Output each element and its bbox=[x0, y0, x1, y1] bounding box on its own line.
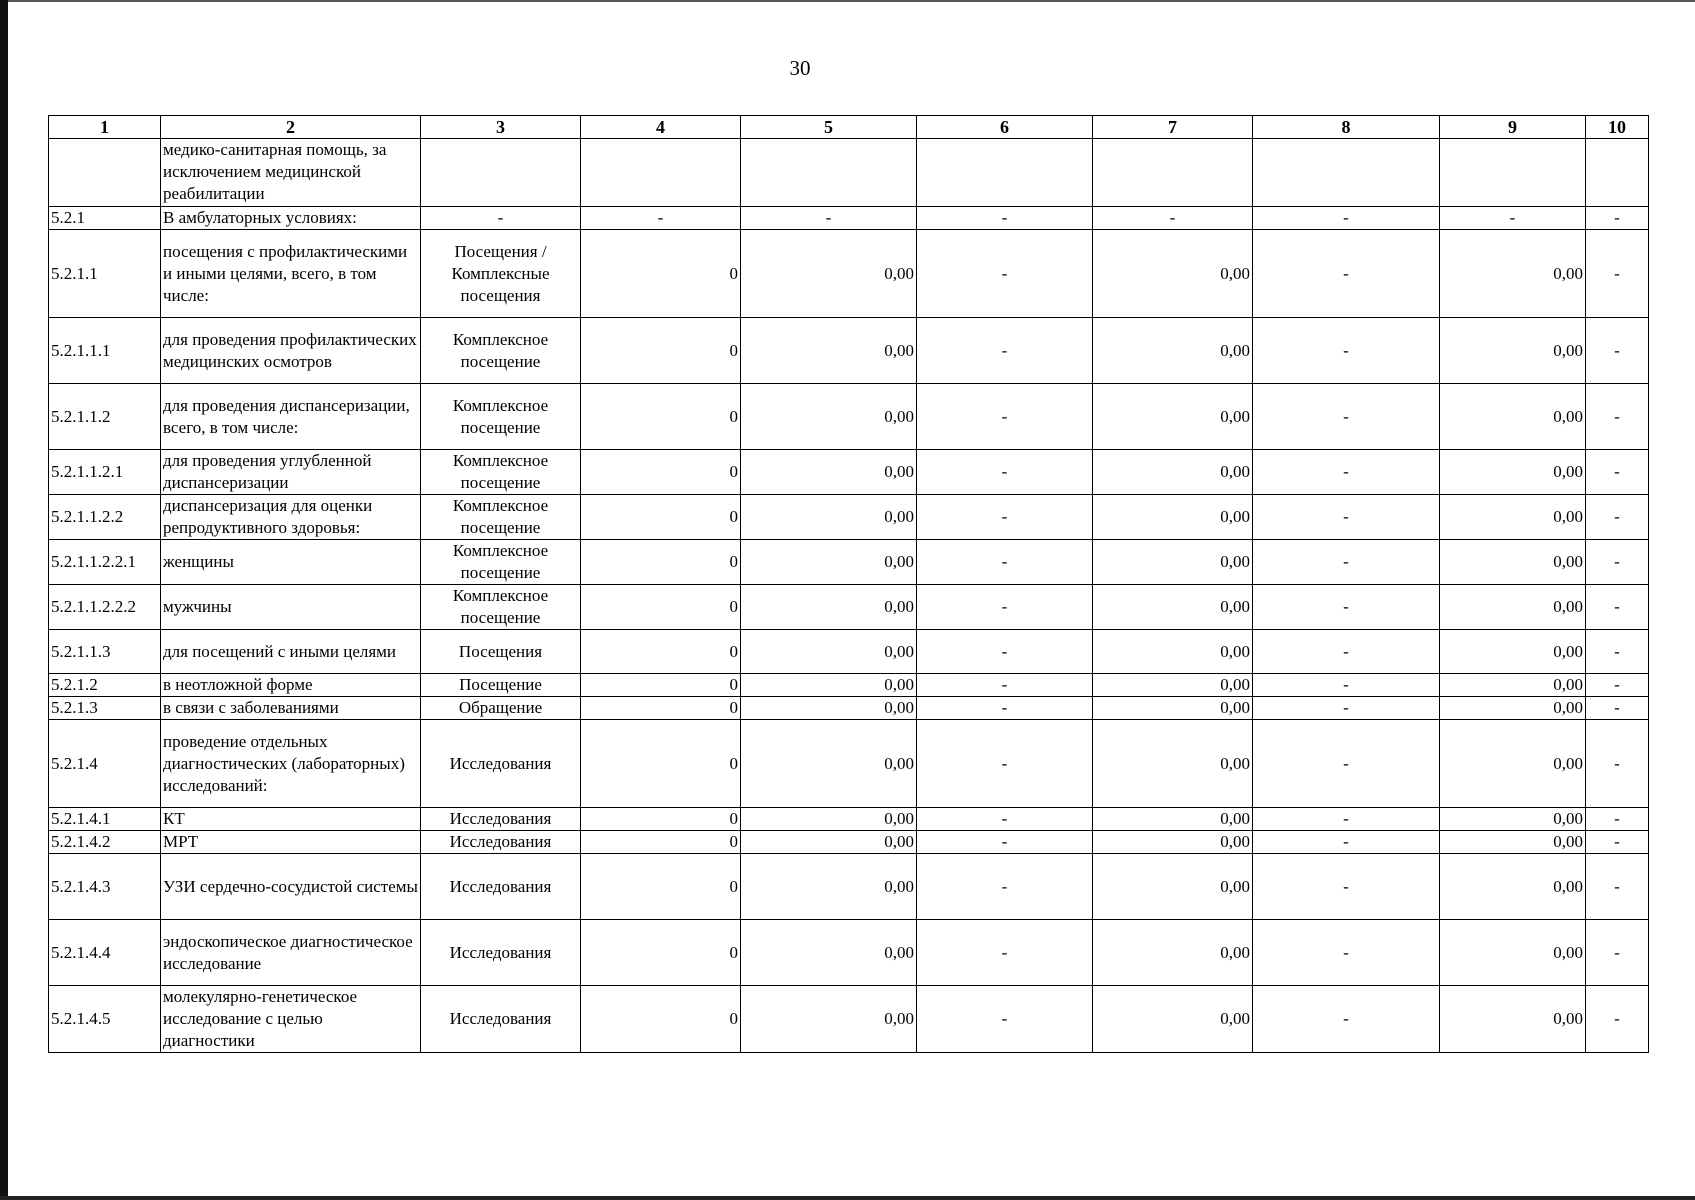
cell-name: для проведения профилактических медицинских осмотров bbox=[161, 318, 421, 384]
cell-value: 0,00 bbox=[1440, 674, 1586, 697]
cell-value: - bbox=[1586, 986, 1649, 1053]
cell-value: 0,00 bbox=[741, 720, 917, 808]
cell-unit: - bbox=[421, 207, 581, 230]
cell-value bbox=[741, 139, 917, 207]
cell-code: 5.2.1.1.2.2.2 bbox=[49, 585, 161, 630]
cell-value: 0,00 bbox=[1093, 318, 1253, 384]
cell-value: 0,00 bbox=[1440, 831, 1586, 854]
cell-value bbox=[917, 139, 1093, 207]
table-row bbox=[49, 920, 1649, 986]
cell-value: 0 bbox=[581, 720, 741, 808]
column-header: 1 bbox=[49, 116, 161, 139]
cell-value: 0,00 bbox=[1093, 630, 1253, 674]
cell-name: мужчины bbox=[161, 585, 421, 630]
cell-value: - bbox=[741, 207, 917, 230]
cell-unit: Исследования bbox=[421, 920, 581, 986]
cell-unit: Комплексное посещение bbox=[421, 318, 581, 384]
cell-value: 0,00 bbox=[1093, 585, 1253, 630]
cell-value: - bbox=[917, 495, 1093, 540]
cell-value: - bbox=[1093, 207, 1253, 230]
column-header: 6 bbox=[917, 116, 1093, 139]
cell-value: 0,00 bbox=[741, 230, 917, 318]
cell-value: - bbox=[1586, 230, 1649, 318]
cell-value: - bbox=[1253, 986, 1440, 1053]
cell-value: 0,00 bbox=[1093, 674, 1253, 697]
cell-value bbox=[1586, 139, 1649, 207]
cell-value: 0 bbox=[581, 384, 741, 450]
scan-edge-left bbox=[0, 0, 8, 1200]
cell-name: для посещений с иными целями bbox=[161, 630, 421, 674]
cell-value: 0,00 bbox=[1093, 384, 1253, 450]
column-header: 9 bbox=[1440, 116, 1586, 139]
column-header: 5 bbox=[741, 116, 917, 139]
table-row bbox=[49, 720, 1649, 808]
cell-value: - bbox=[917, 808, 1093, 831]
cell-name: для проведения диспансеризации, всего, в том числе: bbox=[161, 384, 421, 450]
cell-value: 0,00 bbox=[741, 630, 917, 674]
cell-value: 0,00 bbox=[1093, 697, 1253, 720]
cell-name: УЗИ сердечно-сосудистой системы bbox=[161, 854, 421, 920]
cell-value: 0,00 bbox=[1093, 540, 1253, 585]
cell-value: - bbox=[1586, 697, 1649, 720]
cell-value: - bbox=[1253, 674, 1440, 697]
cell-name: посещения с профилактическими и иными целями, всего, в том числе: bbox=[161, 230, 421, 318]
table-row bbox=[49, 808, 1649, 831]
cell-value: 0,00 bbox=[1440, 384, 1586, 450]
cell-value: 0 bbox=[581, 920, 741, 986]
cell-value: 0,00 bbox=[741, 495, 917, 540]
table-row bbox=[49, 450, 1649, 495]
cell-value: - bbox=[1253, 920, 1440, 986]
cell-value: - bbox=[1440, 207, 1586, 230]
cell-value: - bbox=[1253, 318, 1440, 384]
cell-value: 0,00 bbox=[1440, 230, 1586, 318]
cell-code: 5.2.1.4.4 bbox=[49, 920, 161, 986]
cell-value: - bbox=[917, 207, 1093, 230]
cell-value: - bbox=[1586, 854, 1649, 920]
header-row bbox=[49, 116, 1649, 139]
table-row bbox=[49, 585, 1649, 630]
column-header: 2 bbox=[161, 116, 421, 139]
cell-value: 0 bbox=[581, 854, 741, 920]
cell-value: 0,00 bbox=[1093, 230, 1253, 318]
cell-name: диспансеризация для оценки репродуктивного здоровья: bbox=[161, 495, 421, 540]
cell-unit: Комплексное посещение bbox=[421, 450, 581, 495]
scan-edge-top bbox=[0, 0, 1695, 2]
scan-edge-bottom bbox=[0, 1196, 1695, 1200]
cell-unit: Исследования bbox=[421, 808, 581, 831]
cell-value: 0 bbox=[581, 831, 741, 854]
cell-value: - bbox=[917, 630, 1093, 674]
page-number: 30 bbox=[789, 56, 811, 80]
cell-value: 0,00 bbox=[741, 831, 917, 854]
cell-value: - bbox=[917, 697, 1093, 720]
cell-unit: Посещения / Комплексные посещения bbox=[421, 230, 581, 318]
table-row bbox=[49, 697, 1649, 720]
cell-value: - bbox=[1586, 207, 1649, 230]
cell-value: 0 bbox=[581, 450, 741, 495]
cell-value: - bbox=[917, 674, 1093, 697]
cell-value: - bbox=[917, 585, 1093, 630]
cell-value: 0,00 bbox=[1440, 585, 1586, 630]
cell-value: 0,00 bbox=[741, 920, 917, 986]
table-row bbox=[49, 854, 1649, 920]
cell-unit: Комплексное посещение bbox=[421, 585, 581, 630]
cell-value: - bbox=[1253, 697, 1440, 720]
cell-value: 0,00 bbox=[1440, 854, 1586, 920]
cell-value: 0,00 bbox=[1093, 831, 1253, 854]
cell-value: 0,00 bbox=[1093, 854, 1253, 920]
cell-unit: Комплексное посещение bbox=[421, 384, 581, 450]
column-header: 7 bbox=[1093, 116, 1253, 139]
cell-value: - bbox=[917, 986, 1093, 1053]
column-header: 3 bbox=[421, 116, 581, 139]
cell-unit: Посещения bbox=[421, 630, 581, 674]
cell-value: 0 bbox=[581, 585, 741, 630]
cell-value: 0,00 bbox=[1440, 720, 1586, 808]
cell-unit: Посещение bbox=[421, 674, 581, 697]
cell-value: 0,00 bbox=[1093, 986, 1253, 1053]
cell-code: 5.2.1.1.2.2 bbox=[49, 495, 161, 540]
cell-value: 0 bbox=[581, 495, 741, 540]
cell-value: - bbox=[1253, 585, 1440, 630]
cell-value: 0,00 bbox=[741, 384, 917, 450]
cell-value: 0,00 bbox=[1440, 920, 1586, 986]
cell-unit: Обращение bbox=[421, 697, 581, 720]
cell-code: 5.2.1.1.2.2.1 bbox=[49, 540, 161, 585]
cell-value: - bbox=[917, 720, 1093, 808]
cell-value: 0,00 bbox=[1093, 720, 1253, 808]
cell-value bbox=[1253, 139, 1440, 207]
cell-value: - bbox=[1586, 674, 1649, 697]
table-row bbox=[49, 674, 1649, 697]
cell-value: 0,00 bbox=[741, 318, 917, 384]
cell-unit: Комплексное посещение bbox=[421, 495, 581, 540]
continued-row bbox=[49, 139, 1649, 207]
cell-value: - bbox=[1253, 808, 1440, 831]
cell-value: - bbox=[1586, 720, 1649, 808]
cell-value: 0 bbox=[581, 230, 741, 318]
cell-value: 0,00 bbox=[1093, 495, 1253, 540]
table-row bbox=[49, 318, 1649, 384]
cell-value: 0 bbox=[581, 318, 741, 384]
cell-value: 0,00 bbox=[741, 808, 917, 831]
table-row bbox=[49, 384, 1649, 450]
cell-value: - bbox=[1586, 450, 1649, 495]
cell-value: 0,00 bbox=[741, 986, 917, 1053]
cell-code: 5.2.1.1.3 bbox=[49, 630, 161, 674]
table-row bbox=[49, 540, 1649, 585]
cell-code: 5.2.1.3 bbox=[49, 697, 161, 720]
cell-value: - bbox=[1253, 831, 1440, 854]
cell-unit: Комплексное посещение bbox=[421, 540, 581, 585]
cell-value: - bbox=[1253, 207, 1440, 230]
cell-value: - bbox=[1253, 720, 1440, 808]
cell-code: 5.2.1.4.2 bbox=[49, 831, 161, 854]
cell-value: - bbox=[917, 450, 1093, 495]
cell-code: 5.2.1.4.1 bbox=[49, 808, 161, 831]
cell-value: 0,00 bbox=[741, 450, 917, 495]
cell-value: 0,00 bbox=[741, 854, 917, 920]
cell-value: 0 bbox=[581, 808, 741, 831]
cell-value: - bbox=[1253, 630, 1440, 674]
cell-code: 5.2.1.1.2.1 bbox=[49, 450, 161, 495]
cell-value: 0,00 bbox=[741, 674, 917, 697]
cell-value: - bbox=[1253, 450, 1440, 495]
cell-value: 0 bbox=[581, 630, 741, 674]
cell-unit: Исследования bbox=[421, 720, 581, 808]
cell-code: 5.2.1.2 bbox=[49, 674, 161, 697]
cell-name: МРТ bbox=[161, 831, 421, 854]
cell-value: - bbox=[1253, 540, 1440, 585]
cell-value: 0,00 bbox=[1440, 630, 1586, 674]
cell-value: 0,00 bbox=[1440, 697, 1586, 720]
cell-value: 0,00 bbox=[1440, 808, 1586, 831]
cell-code: 5.2.1 bbox=[49, 207, 161, 230]
cell-name: медико-санитарная помощь, за исключением медицинской реабилитации bbox=[161, 139, 421, 207]
cell-value: 0 bbox=[581, 697, 741, 720]
cell-name: женщины bbox=[161, 540, 421, 585]
cell-name: в связи с заболеваниями bbox=[161, 697, 421, 720]
cell-value: - bbox=[1586, 540, 1649, 585]
data-table bbox=[48, 115, 1649, 1053]
cell-value: - bbox=[917, 318, 1093, 384]
table-row bbox=[49, 831, 1649, 854]
cell-value: - bbox=[917, 920, 1093, 986]
cell-value: 0,00 bbox=[1093, 808, 1253, 831]
cell-value: - bbox=[917, 540, 1093, 585]
column-header: 10 bbox=[1586, 116, 1649, 139]
cell-value: - bbox=[1586, 585, 1649, 630]
cell-value: - bbox=[917, 384, 1093, 450]
cell-value: - bbox=[1586, 630, 1649, 674]
cell-value: - bbox=[1586, 920, 1649, 986]
cell-value: 0,00 bbox=[741, 540, 917, 585]
cell-unit: Исследования bbox=[421, 854, 581, 920]
cell-unit: Исследования bbox=[421, 831, 581, 854]
cell-value: 0,00 bbox=[1440, 318, 1586, 384]
cell-value: - bbox=[917, 831, 1093, 854]
cell-code: 5.2.1.1.1 bbox=[49, 318, 161, 384]
table-row bbox=[49, 630, 1649, 674]
cell-value: - bbox=[1586, 318, 1649, 384]
cell-value: - bbox=[1253, 854, 1440, 920]
table-row bbox=[49, 986, 1649, 1053]
cell-value: 0,00 bbox=[1440, 540, 1586, 585]
cell-value: - bbox=[1253, 495, 1440, 540]
cell-name: КТ bbox=[161, 808, 421, 831]
cell-code: 5.2.1.1 bbox=[49, 230, 161, 318]
cell-value: 0,00 bbox=[1093, 920, 1253, 986]
cell-value: 0,00 bbox=[741, 585, 917, 630]
cell-name: В амбулаторных условиях: bbox=[161, 207, 421, 230]
table-row bbox=[49, 495, 1649, 540]
cell-value: 0,00 bbox=[741, 697, 917, 720]
cell-code: 5.2.1.1.2 bbox=[49, 384, 161, 450]
cell-name: для проведения углубленной диспансеризации bbox=[161, 450, 421, 495]
cell-value: - bbox=[581, 207, 741, 230]
cell-unit: Исследования bbox=[421, 986, 581, 1053]
cell-name: эндоскопическое диагностическое исследование bbox=[161, 920, 421, 986]
cell-value: 0,00 bbox=[1440, 495, 1586, 540]
cell-value bbox=[1440, 139, 1586, 207]
cell-value: 0 bbox=[581, 540, 741, 585]
cell-value: - bbox=[1253, 384, 1440, 450]
cell-value: 0,00 bbox=[1440, 986, 1586, 1053]
table-row bbox=[49, 230, 1649, 318]
cell-value: - bbox=[1586, 495, 1649, 540]
cell-code: 5.2.1.4.3 bbox=[49, 854, 161, 920]
cell-value: 0 bbox=[581, 674, 741, 697]
cell-code: 5.2.1.4.5 bbox=[49, 986, 161, 1053]
cell-value: - bbox=[1253, 230, 1440, 318]
cell-value: - bbox=[1586, 831, 1649, 854]
cell-name: молекулярно-генетическое исследование с целью диагностики bbox=[161, 986, 421, 1053]
cell-code bbox=[49, 139, 161, 207]
cell-value bbox=[1093, 139, 1253, 207]
table-row bbox=[49, 207, 1649, 230]
cell-name: в неотложной форме bbox=[161, 674, 421, 697]
column-header: 4 bbox=[581, 116, 741, 139]
column-header: 8 bbox=[1253, 116, 1440, 139]
cell-value: 0 bbox=[581, 986, 741, 1053]
cell-code: 5.2.1.4 bbox=[49, 720, 161, 808]
cell-value: - bbox=[1586, 808, 1649, 831]
cell-value bbox=[581, 139, 741, 207]
cell-unit bbox=[421, 139, 581, 207]
cell-value: - bbox=[917, 854, 1093, 920]
cell-value: 0,00 bbox=[1093, 450, 1253, 495]
cell-value: - bbox=[917, 230, 1093, 318]
cell-name: проведение отдельных диагностических (лабораторных) исследований: bbox=[161, 720, 421, 808]
cell-value: - bbox=[1586, 384, 1649, 450]
cell-value: 0,00 bbox=[1440, 450, 1586, 495]
